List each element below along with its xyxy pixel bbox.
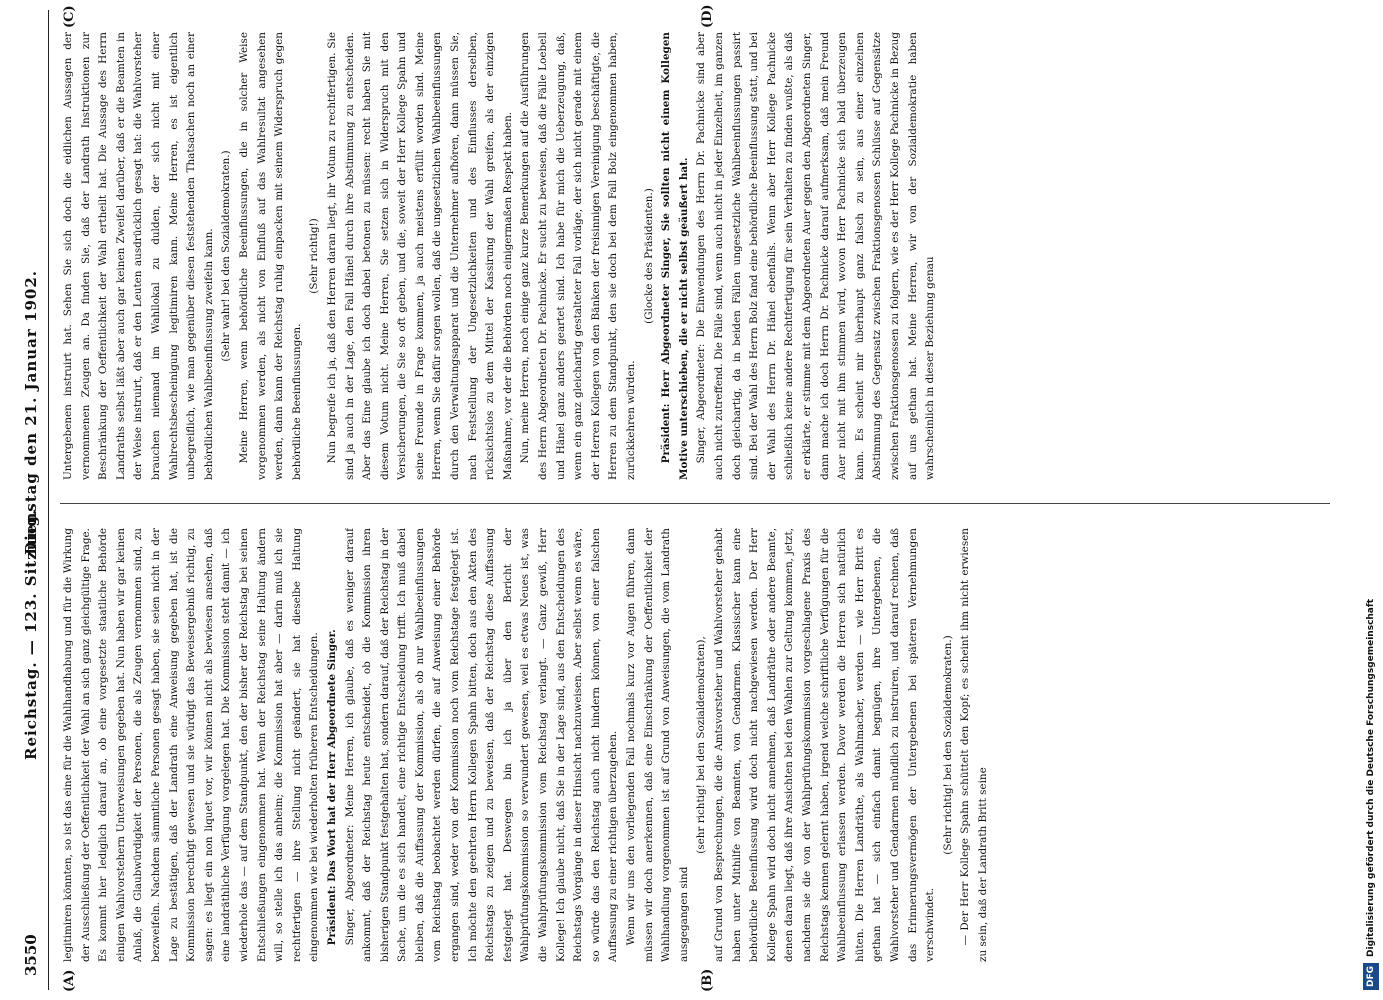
paragraph: Untergebenen instruirt hat. Sehen Sie sich doch die eidlichen Aussagen der vernommenen Zeugen an. Da finden Sie, daß der Landrath Instruktionen zur Beschränkung der Oeffentlichkeit der Wahl ertheilt hat. Die Aussage des Herrn Landraths selbst läßt aber auch gar keinen Zweifel darüber, daß er die Beamten in der Weise instruirt, daß er den Leuten ausdrücklich gesagt hat: die Wahlvorsteher brauchen niemand im Wahllokal zu dulden, der sich nicht mit einer Wahlrechtsbescheinigung legitimiren kann. Meine Herren, es ist eigentlich unbegreiflich, wie man gegenüber diesen feststehenden Thatsachen noch an einer behördlichen Wahlbeeinflussung zweifeln kann. xyxy=(62,32,215,480)
paragraph: — Der Herr Kollege Spahn schüttelt den Kopf; es scheint ihm nicht erwiesen zu sein, daß der Landrath Britt seine xyxy=(959,528,989,962)
interjection: (Sehr wahr! bei den Sozialdemokraten.) xyxy=(220,150,233,362)
header-title-right: Dienstag den 21. Januar 1902. xyxy=(22,270,40,555)
marginal-marker-d: (D) xyxy=(700,4,715,28)
interjection: (sehr richtig! bei den Sozialdemokraten), xyxy=(695,636,708,854)
header-rule xyxy=(48,10,49,990)
paragraph: Singer, Abgeordneter: Meine Herren, ich glaube, daß es weniger darauf ankommt, daß der Reichstag heute entscheidet, ob die Kommission ihren bisherigen Standpunkt festgehalten hat, sondern darauf, daß der Reichstag in der Sache, um die es sich handelt, eine richtige Entscheidung trifft. Ich muß dabei bleiben, daß die Auffassung der Kommission, als ob nur Wahlbeeinflussungen vom Reichstag beobachtet werden dürfen, die auf Anweisung einer Behörde ergangen sind, weder von der Kommission noch vom Reichstage festgelegt ist. Ich möchte den geehrten Herrn Kollegen Spahn bitten, doch aus den Akten des Reichstags zu zeigen und zu beweisen, daß der Reichstag diese Auffassung festgelegt hat. Deswegen bin ich ja über den Bericht der Wahlprüfungskommission so verwundert gewesen, weil es etwas Neues ist, was die Wahlprüfungskommission vom Reichstag verlangt. — Ganz gewiß, Herr Kollege! Ich glaube nicht, daß Sie in der Lage sind, aus den Entscheidungen des Reichstags Vorgänge in dieser Hinsicht nachzuweisen. Aber selbst wenn es wäre, so würde das den Reichstag auch nicht hindern können, von einer falschen Auffassung zu einer richtigen überzugehen. xyxy=(343,528,620,962)
page-number: 3550 xyxy=(22,934,40,976)
paragraph: legitimiren könnten, so ist das eine für die Wahlhandhabung und für die Wirkung der Ausschließung der Oeffentlichkeit der Wahl an sich ganz gleichgültige Frage. Es kommt hier lediglich darauf an, ob eine vorgesetzte staatliche Behörde einigen Wahlvorstehern Unterweisungen gegeben hat. Nun haben wir gar keinen Anlaß, die Glaubwürdigkeit der Personen, die als Zeugen vernommen sind, zu bezweifeln. Nachdem sämmtliche Personen gesagt haben, sie seien nicht in der Lage zu bestätigen, daß der Landrath eine Anweisung gegeben hat, ist die Kommission berechtigt gewesen und sie würdigt das Beweisergebniß richtig, zu sagen: es liegt ein non liquet vor, wir können nicht als bewiesen ansehen, daß eine landräthliche Verfügung vorgelegen hat. Die Kommission steht damit — ich wiederhole das — auf dem Standpunkt, den der bisher der Reichstag bei seinen Entschließungen eingenommen hat. Wenn der Reichstag seine Haltung ändern will, so stelle ich das anheim; die Kommission hat aber — darin muß ich sie rechtfertigen — ihre Stellung nicht geändert, sie hat dieselbe Haltung eingenommen wie bei wiederholten früheren Entscheidungen. xyxy=(62,528,321,962)
interjection: (Sehr richtig!) xyxy=(308,218,321,294)
dfg-logo: DFG xyxy=(1363,963,1379,990)
paragraph: Wenn wir uns den vorliegenden Fall nochmals kurz vor Augen führen, dann müssen wir doch anerkennen, daß eine Einschränkung der Oeffentlichkeit der Wahlhandlung vorgenommen ist auf Grund von Anweisungen, die vom Landrath ausgegangen sind xyxy=(625,528,690,962)
marginal-marker-a: (A) xyxy=(62,969,77,992)
interjection: (Sehr richtig! bei den Sozialdemokraten.) xyxy=(941,635,954,855)
text-column-right xyxy=(60,32,1330,480)
paragraph: Präsident: Herr Abgeordneter Singer, Sie sollten nicht einem Kollegen Motive unterschieben, die er nicht selbst geäußert hat. xyxy=(660,32,690,480)
marginal-marker-c: (C) xyxy=(62,5,77,28)
paragraph: Nun, meine Herren, noch einige ganz kurze Bemerkungen auf die Ausführungen des Herrn Abgeordneten Dr. Pachnicke. Er sucht zu beweisen, daß die Fälle Loebell und Hänel ganz anders geartet sind. Ich habe für mich die Ueberzeugung, daß, wenn ein ganz gleichartig gestalteter Fall vorläge, der sich nicht gerade mit einem der Herren Kollegen von den Bänken der freisinnigen Vereinigung beschäftigte, die Herren zu dem Standpunkt, den sie doch bei dem Fall Bolz eingenommen haben, zurückkehren würden. xyxy=(519,32,637,480)
dfg-credit-text: Digitalisierung gefördert durch die Deutsche Forschungsgemeinschaft xyxy=(1366,598,1376,957)
dfg-credit-strip xyxy=(1363,10,1379,990)
paragraph: auf Grund von Besprechungen, die die Amtsvorsteher und Wahlvorsteher gehabt haben unter Mithilfe von Beamten, von Gendarmen. Klassischer kann eine behördliche Beeinflussung wird doch nicht nachgewiesen werden. Der Herr Kollege Spahn wird doch nicht annehmen, daß Landräthe oder andere Beamte, denen daran liegt, daß ihre Ansichten bei den Wahlen zur Geltung kommen, jetzt, nachdem sie die von der Wahlprüfungskommission vorgeschlagene Praxis des Reichstags kennen gelernt haben, irgend welche schriftliche Verfügungen für die Wahlbeeinflussung erlassen werden. Davor werden die Herren sich natürlich hüten. Die Herren Landräthe, als Wahlmacher, werden — wie Herr Britt es gethan hat — sich einfach damit begnügen, ihre Untergebenen, die Wahlvorsteher und Gendarmen mündlich zu instruiren, und darauf rechnen, daß das Erinnerungsvermögen der Untergebenen bei späteren Vernehmungen verschwindet. xyxy=(712,528,937,962)
paragraph: Singer, Abgeordneter: Die Einwendungen des Herrn Dr. Pachnicke sind aber auch nicht zutreffend. Die Fälle sind, wenn auch nicht in jeder Einzelheit, im ganzen doch gleichartig, da in beiden Fällen ungesetzliche Wahlbeeinflussungen passirt sind. Bei der Wahl des Herrn Bolz fand eine behördliche Beeinflussung statt, und bei der Wahl des Herrn Dr. Hänel ebenfalls. Wenn aber Herr Kollege Pachnicke schließlich keine andere Rechtfertigung für sein Verhalten zu finden wußte, als daß er erklärte, er stimme mit dem Abgeordneten Auer gegen den Abgeordneten Singer, dann mache ich doch Herrn Dr. Pachnicke darauf aufmerksam, daß mein Freund Auer nicht mit ihm stimmen wird, wovon Herr Pachnicke sich bald überzeugen kann. Es scheint mir überhaupt ganz falsch zu sein, aus einer einzelnen Abstimmung des Gegensatz zwischen Fraktionsgenossen Schlüsse auf Gegensätze zwischen Fraktionsgenossen zu folgern, wie es der Herr Kollege Pachnicke in Bezug auf uns gethan hat. Meine Herren, wir von der Sozialdemokratie haben wahrscheinlich in dieser Beziehung genau xyxy=(695,32,937,480)
paragraph: Meine Herren, wenn behördliche Beeinflussungen, die in solcher Weise vorgenommen werden, als nicht von Einfluß auf das Wahlresultat angesehen werden, dann kann der Reichstag ruhig einpacken mit seinem Widerspruch gegen behördliche Beeinflussungen. xyxy=(237,32,303,480)
paragraph: Nun begreife ich ja, daß den Herren daran liegt, ihr Votum zu rechtfertigen. Sie sind ja auch in der Lage, den Fall Hänel durch ihre Abstimmung zu entscheiden. Aber das Eine glaube ich doch dabei betonen zu müssen: recht haben Sie mit diesem Votum nicht. Meine Herren, Sie setzen sich in Widerspruch mit den Versicherungen, die Sie so oft geben, und die, soweit der Herr Kollege Spahn und seine Freunde in Frage kommen, ja auch meistens erfüllt worden sind. Meine Herren, wenn Sie dafür sorgen wollen, daß die ungesetzlichen Wahlbeeinflussungen durch den Verwaltungsapparat und die Unternehmer aufhören, dann müssen Sie, nach Feststellung der Ungesetzlichkeiten und des Einflusses derselben, rücksichtslos zu dem Mittel der Kassirung der Wahl greifen, als der einzigen Maßnahme, vor der die Behörden noch einigermaßen Respekt haben. xyxy=(325,32,514,480)
header-title-left: Reichstag. — 123. Sitzung. xyxy=(22,508,40,760)
running-header xyxy=(18,10,46,990)
text-column-left xyxy=(60,528,1330,962)
column-divider xyxy=(60,503,1330,504)
interjection: (Glocke des Präsidenten.) xyxy=(642,188,655,324)
paragraph: Präsident: Das Wort hat der Herr Abgeordnete Singer. xyxy=(325,629,338,946)
marginal-marker-b: (B) xyxy=(700,968,715,992)
